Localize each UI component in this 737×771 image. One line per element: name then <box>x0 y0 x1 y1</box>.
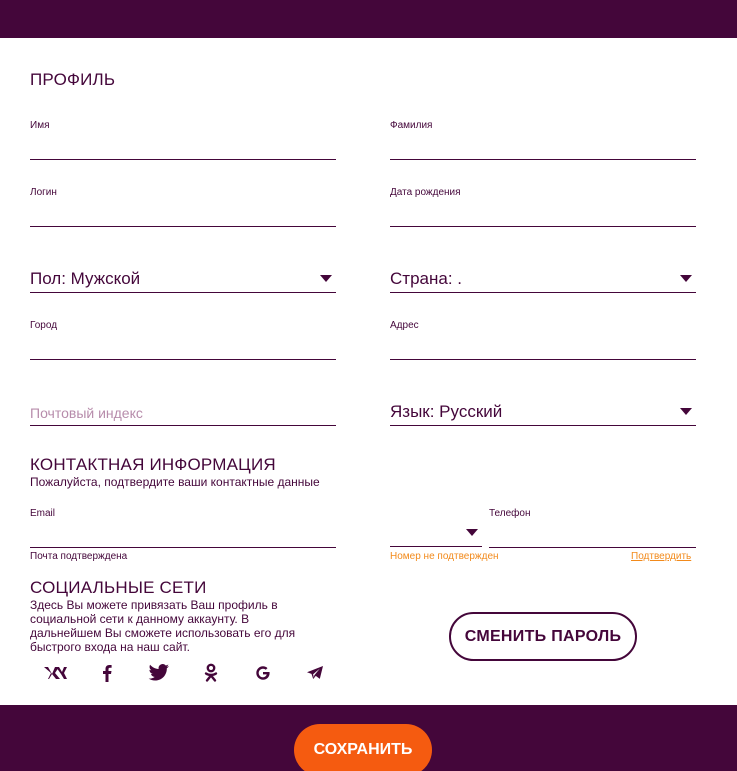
language-select[interactable] <box>390 398 696 426</box>
gender-select[interactable] <box>30 265 336 293</box>
facebook-icon[interactable] <box>92 662 122 684</box>
address-input[interactable] <box>390 339 696 357</box>
phone-input[interactable] <box>489 527 696 545</box>
odnoklassniki-icon[interactable] <box>196 662 226 684</box>
login-input[interactable] <box>30 206 336 224</box>
social-description <box>30 598 350 654</box>
telegram-icon[interactable] <box>300 662 330 684</box>
country-select[interactable] <box>390 265 696 293</box>
top-bar <box>0 0 737 38</box>
birthdate-label: Дата рождения <box>390 187 461 198</box>
chevron-down-icon <box>680 408 692 415</box>
birthdate-field[interactable] <box>390 187 696 227</box>
last-name-input[interactable] <box>390 139 696 157</box>
phone-label: Телефон <box>489 508 531 519</box>
city-label: Город <box>30 320 58 331</box>
confirm-phone-link[interactable]: Подтвердить <box>631 551 692 562</box>
city-input[interactable] <box>30 339 336 357</box>
first-name-field[interactable] <box>30 120 336 160</box>
phone-country-code-select[interactable] <box>390 520 482 547</box>
social-description-line: социальной сети к данному аккаунту. В <box>30 612 250 626</box>
google-icon[interactable] <box>248 662 278 684</box>
social-icons <box>40 662 330 684</box>
phone-status: Номер не подтвержден <box>390 551 499 562</box>
contacts-title: КОНТАКТНАЯ ИНФОРМАЦИЯ <box>30 455 276 474</box>
phone-field[interactable] <box>489 508 696 548</box>
social-description-line: дальнейшем Вы сможете использовать его для <box>30 626 296 640</box>
social-description-line: быстрого входа на наш сайт. <box>30 640 190 654</box>
email-label: Email <box>30 508 56 519</box>
country-select-value: Страна: . <box>390 269 462 288</box>
last-name-label: Фамилия <box>390 120 433 131</box>
profile-title: ПРОФИЛЬ <box>30 70 116 89</box>
save-button[interactable]: СОХРАНИТЬ <box>294 724 432 771</box>
birthdate-input[interactable] <box>390 206 696 224</box>
email-input[interactable] <box>30 527 336 545</box>
first-name-label: Имя <box>30 120 50 131</box>
last-name-field[interactable] <box>390 120 696 160</box>
gender-select-value: Пол: Мужской <box>30 269 141 288</box>
login-field[interactable] <box>30 187 336 227</box>
chevron-down-icon <box>320 275 332 282</box>
first-name-input[interactable] <box>30 139 336 157</box>
vk-icon[interactable] <box>40 662 70 684</box>
postal-code-field[interactable] <box>30 404 336 426</box>
social-description-line: Здесь Вы можете привязать Ваш профиль в <box>30 598 278 612</box>
email-status: Почта подтверждена <box>30 551 128 562</box>
change-password-button[interactable]: СМЕНИТЬ ПАРОЛЬ <box>449 612 637 661</box>
chevron-down-icon <box>680 275 692 282</box>
contacts-subtitle: Пожалуйста, подтвердите ваши контактные данные <box>30 475 320 489</box>
city-field[interactable] <box>30 320 336 360</box>
address-field[interactable] <box>390 320 696 360</box>
login-label: Логин <box>30 187 57 198</box>
postal-code-input[interactable] <box>30 405 336 421</box>
address-label: Адрес <box>390 320 419 331</box>
social-title: СОЦИАЛЬНЫЕ СЕТИ <box>30 578 207 597</box>
language-select-value: Язык: Русский <box>390 402 503 421</box>
chevron-down-icon <box>466 529 478 536</box>
email-field[interactable] <box>30 508 336 548</box>
twitter-icon[interactable] <box>144 662 174 684</box>
